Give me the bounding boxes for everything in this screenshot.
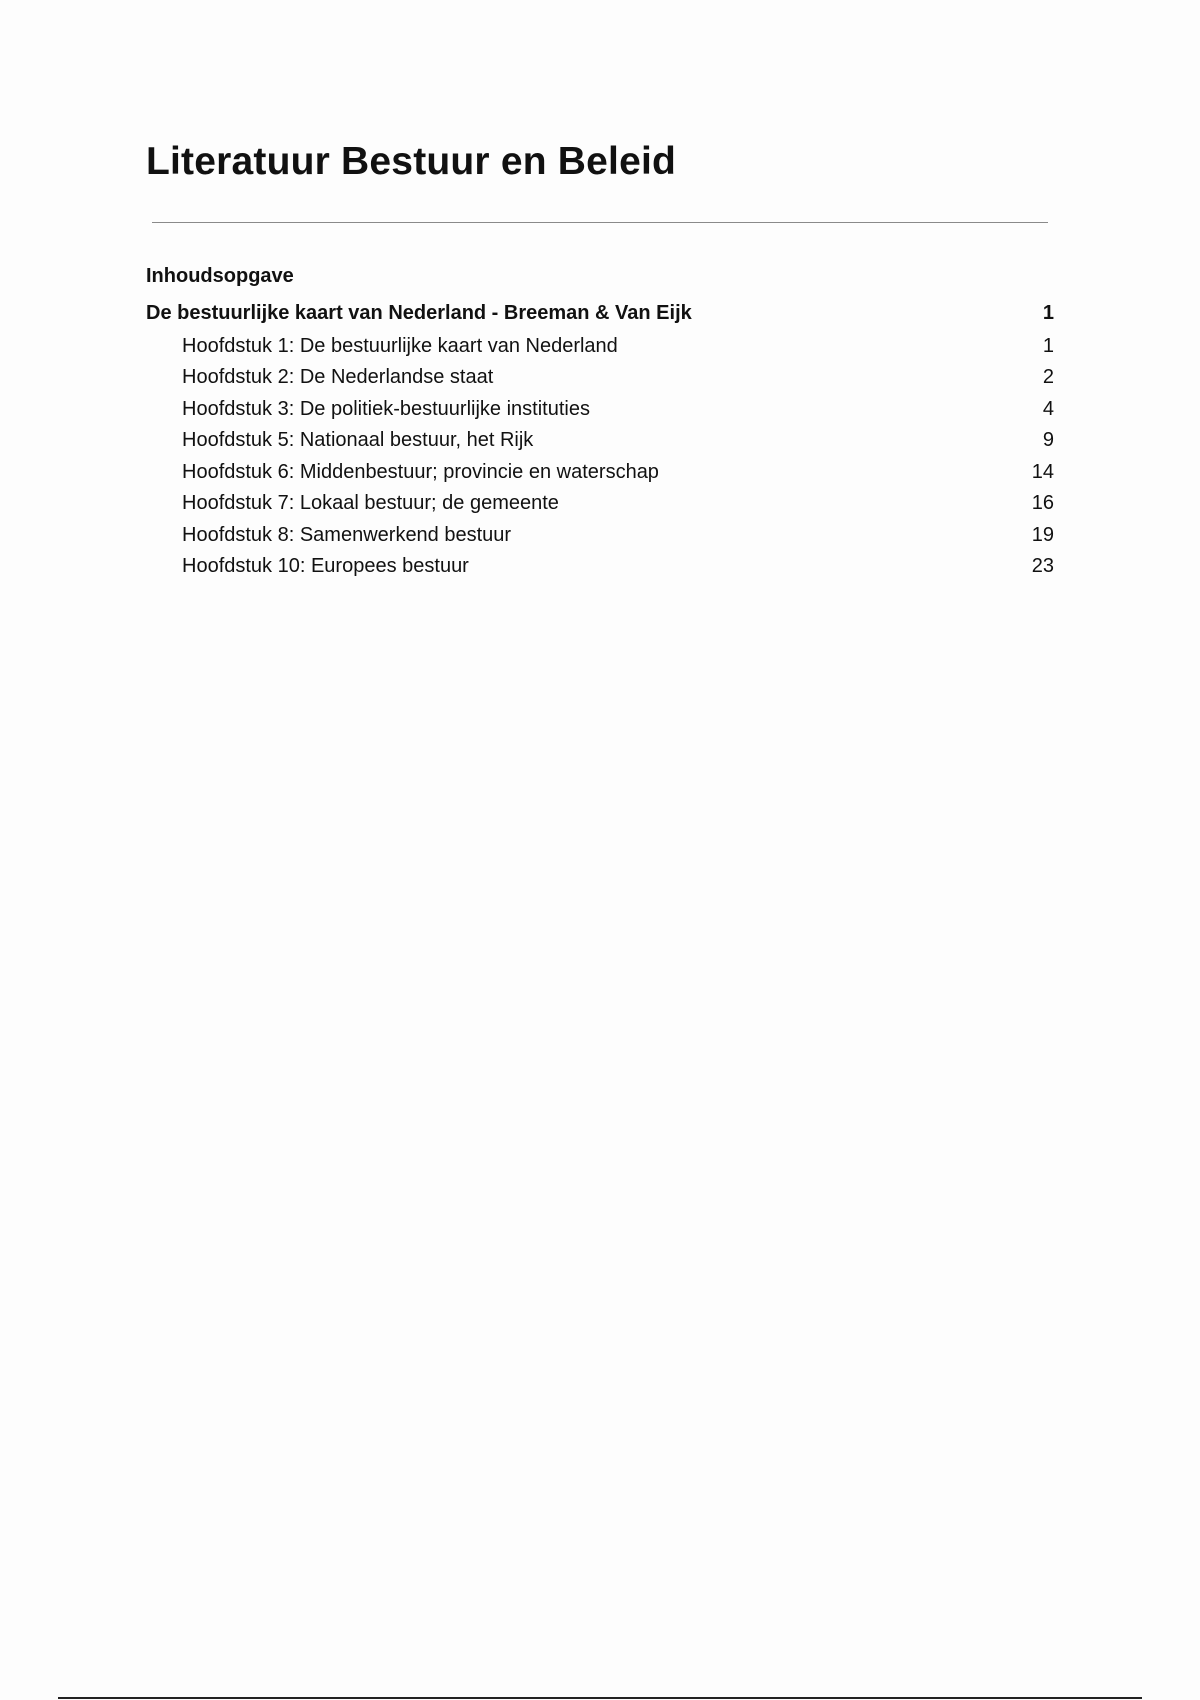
- toc-section-entry[interactable]: [146, 298, 1054, 330]
- toc-entry-page: 1: [1042, 302, 1054, 324]
- toc-chapter-entry[interactable]: [146, 425, 1054, 457]
- table-of-contents: [146, 262, 1054, 583]
- toc-chapter-entry[interactable]: [146, 331, 1054, 363]
- toc-chapter-entry[interactable]: [146, 457, 1054, 489]
- title-divider: [152, 222, 1048, 223]
- toc-entry-label: Hoofdstuk 1: De bestuurlijke kaart van Nederland: [182, 334, 618, 357]
- toc-entry-label: Hoofdstuk 8: Samenwerkend bestuur: [182, 523, 512, 546]
- toc-entry-page: 4: [1042, 397, 1054, 420]
- toc-entry-label: Hoofdstuk 10: Europees bestuur: [182, 555, 469, 577]
- toc-entry-label: Hoofdstuk 5: Nationaal bestuur, het Rijk: [182, 429, 534, 451]
- toc-chapter-entry[interactable]: [146, 362, 1054, 394]
- toc-entry-page: 19: [1031, 523, 1054, 546]
- toc-entry-label: Hoofdstuk 3: De politiek-bestuurlijke instituties: [182, 397, 590, 420]
- toc-entry-page: 1: [1042, 334, 1054, 357]
- toc-entry-label: Hoofdstuk 7: Lokaal bestuur; de gemeente: [182, 492, 559, 514]
- toc-entry-label: Hoofdstuk 6: Middenbestuur; provincie en waterschap: [182, 460, 659, 483]
- toc-heading: Inhoudsopgave: [146, 265, 294, 287]
- toc-entry-page: 14: [1031, 460, 1054, 483]
- toc-entry-page: 9: [1042, 429, 1054, 451]
- toc-entry-page: 23: [1031, 555, 1054, 577]
- toc-chapter-entry[interactable]: [146, 520, 1054, 552]
- toc-entry-label: Hoofdstuk 2: De Nederlandse staat: [182, 366, 494, 388]
- toc-entry-label: De bestuurlijke kaart van Nederland - Breeman & Van Eijk: [146, 302, 692, 324]
- toc-entry-page: 2: [1042, 366, 1054, 388]
- toc-chapter-entry[interactable]: [146, 488, 1054, 520]
- footer-divider: [58, 1697, 1142, 1699]
- document-title: Literatuur Bestuur en Beleid: [146, 140, 677, 183]
- toc-entry-page: 16: [1031, 492, 1054, 514]
- toc-chapter-entry[interactable]: [146, 551, 1054, 583]
- toc-list: [146, 298, 1054, 583]
- toc-chapter-entry[interactable]: [146, 394, 1054, 426]
